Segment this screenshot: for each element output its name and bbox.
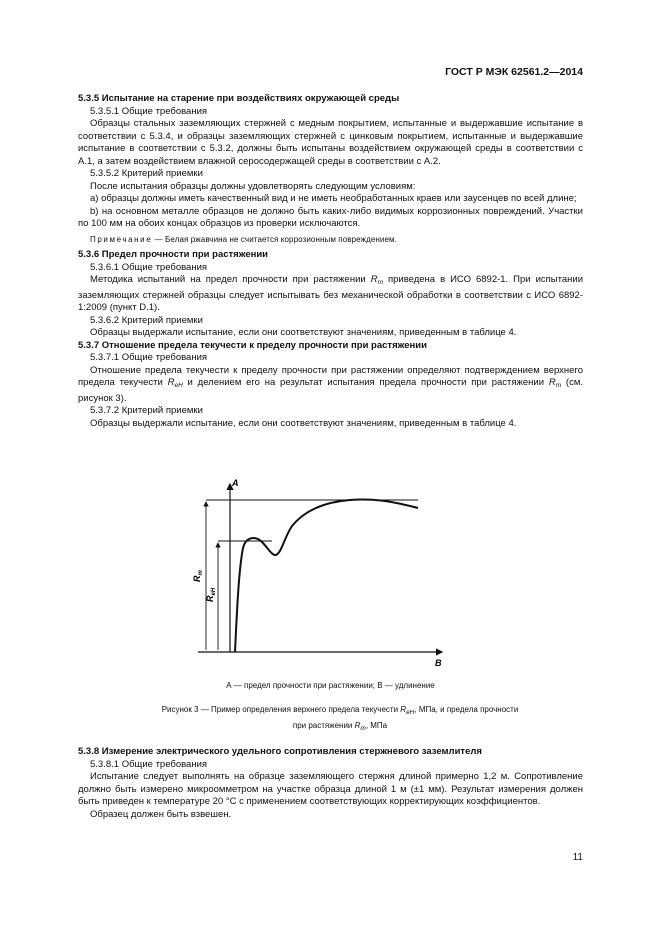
main-content — [78, 93, 583, 430]
section-5-3-8-1-text: Испытание следует выполнять на образце заземляющего стержня длиной примерно 1,2 м. Сопротивление должно быть измерено микроомметром на участке образца длиной 1 м (±1 мм). Результат измерения должен быть приведен к температуре 20 °С с применением соответствующих корректирующих коэффициентов. — [78, 771, 583, 807]
section-5-3-8-1-title: 5.3.8.1 Общие требования — [90, 758, 208, 770]
section-5-3-6-title: 5.3.6 Предел прочности при растяжении — [78, 249, 269, 260]
text-part: (см. рисунок 3). — [78, 377, 583, 404]
page-number: 11 — [572, 852, 583, 863]
paragraph-text: Образцы стальных заземляющих стержней с медным покрытием, испытанные и выдержавшие испытание в соответствии с 5.3.4, и образцы заземляющих стержней с цинковым покрытием, испытанные и выдержавшие испытание в соответствии с 5.3.2, должны быть испытаны воздействием окружающей среды в соответствии с А.1, а затем воздействием влажной серосодержащей среды в соответствии с А.2. — [78, 118, 583, 167]
caption-line-2 — [90, 719, 590, 735]
section-5-3-5-1-text — [78, 118, 583, 168]
label-rm: $R_m$ — [192, 570, 204, 582]
document-header: ГОСТ Р МЭК 62561.2—2014 — [445, 66, 583, 78]
section-5-3-5-2-title: 5.3.5.2 Критерий приемки — [90, 168, 203, 179]
text-part: приведена в ИСО 6892-1. При испытании заземляющих стержней образцы следует испытывать без механической обработки в соответствии с ИСО 6892-1:2009 (пункт D.1). — [78, 274, 584, 313]
caption-text: , МПа — [365, 721, 388, 730]
section-5-3-7-1-text — [78, 365, 583, 406]
section-5-3-7-1-title: 5.3.7.1 Общие требования — [90, 352, 208, 363]
label-reh: $R_{eH}$ — [205, 587, 217, 602]
section-5-3-6-2-title: 5.3.6.2 Критерий приемки — [90, 314, 203, 326]
section-5-3-8-1-text-2: Образец должен быть взвешен. — [90, 808, 232, 820]
section-5-3-7-2-title: 5.3.7.2 Критерий приемки — [90, 405, 203, 416]
axis-label-a: A — [232, 478, 239, 488]
symbol-subscript: m — [555, 382, 562, 389]
note-text: — Белая ржавчина не считается коррозионным повреждением. — [152, 234, 397, 244]
section-5-3-8-title: 5.3.8 Измерение электрического удельного сопротивления стержневого заземлителя — [78, 746, 482, 757]
caption-line-1 — [90, 703, 590, 719]
symbol-subscript: m — [360, 725, 366, 732]
section-5-3-5-2-text: После испытания образцы должны удовлетворять следующим условиям: — [90, 180, 416, 192]
section-5-3-6-1-title: 5.3.6.1 Общие требования — [90, 261, 208, 273]
axis-label-b: B — [435, 658, 442, 668]
caption-text: при растяжении — [292, 721, 355, 730]
symbol-subscript: m — [377, 279, 383, 286]
symbol: R — [400, 705, 407, 714]
list-item-b: b) на основном металле образцов не должно быть каких-либо видимых коррозионных повреждений. Участки по 100 мм на обоих концах образцов из проверки исключаются. — [78, 205, 583, 229]
symbol: R — [370, 274, 378, 285]
section-5-3-7-2-text: Образцы выдержали испытание, если они соответствуют значениям, приведенным в таблице 4. — [90, 417, 517, 429]
note — [78, 234, 583, 247]
section-5-3-8 — [78, 746, 583, 821]
caption-text: , МПа, и предела прочности — [414, 705, 519, 714]
section-5-3-5-title: 5.3.5 Испытание на старение при воздействиях окружающей среды — [78, 93, 400, 104]
section-5-3-5-1-title: 5.3.5.1 Общие требования — [90, 105, 208, 117]
section-5-3-7-title: 5.3.7 Отношение предела текучести к пределу прочности при растяжении — [78, 339, 427, 351]
stress-strain-curve — [235, 499, 418, 652]
stress-strain-figure — [180, 478, 450, 668]
list-item-a: а) образцы должны иметь качественный вид и не иметь необработанных краев или заусенцев по всей длине; — [90, 193, 577, 204]
text-part: Отношение предела текучести к пределу прочности при растяжении определяют подтверждением верхнего предела текучести — [78, 364, 583, 388]
section-5-3-6-2-text: Образцы выдержали испытание, если они соответствуют значениям, приведенным в таблице 4. — [90, 327, 517, 338]
section-5-3-6-1-text — [78, 274, 583, 315]
figure-caption — [90, 703, 590, 735]
symbol-subscript: eH — [406, 709, 415, 716]
caption-text: Рисунок 3 — Пример определения верхнего предела текучести — [161, 705, 401, 714]
symbol: R — [167, 377, 175, 388]
note-label: Примечание — [90, 234, 153, 244]
symbol: R — [354, 721, 361, 730]
symbol: R — [548, 377, 556, 388]
text-part: Методика испытаний на предел прочности при растяжении — [90, 274, 371, 285]
symbol-subscript: eH — [174, 382, 183, 389]
text-part: и делением его на результат испытания предела прочности при растяжении — [182, 377, 549, 388]
figure-legend: А — предел прочности при растяжении; В — удлинение — [226, 681, 435, 690]
